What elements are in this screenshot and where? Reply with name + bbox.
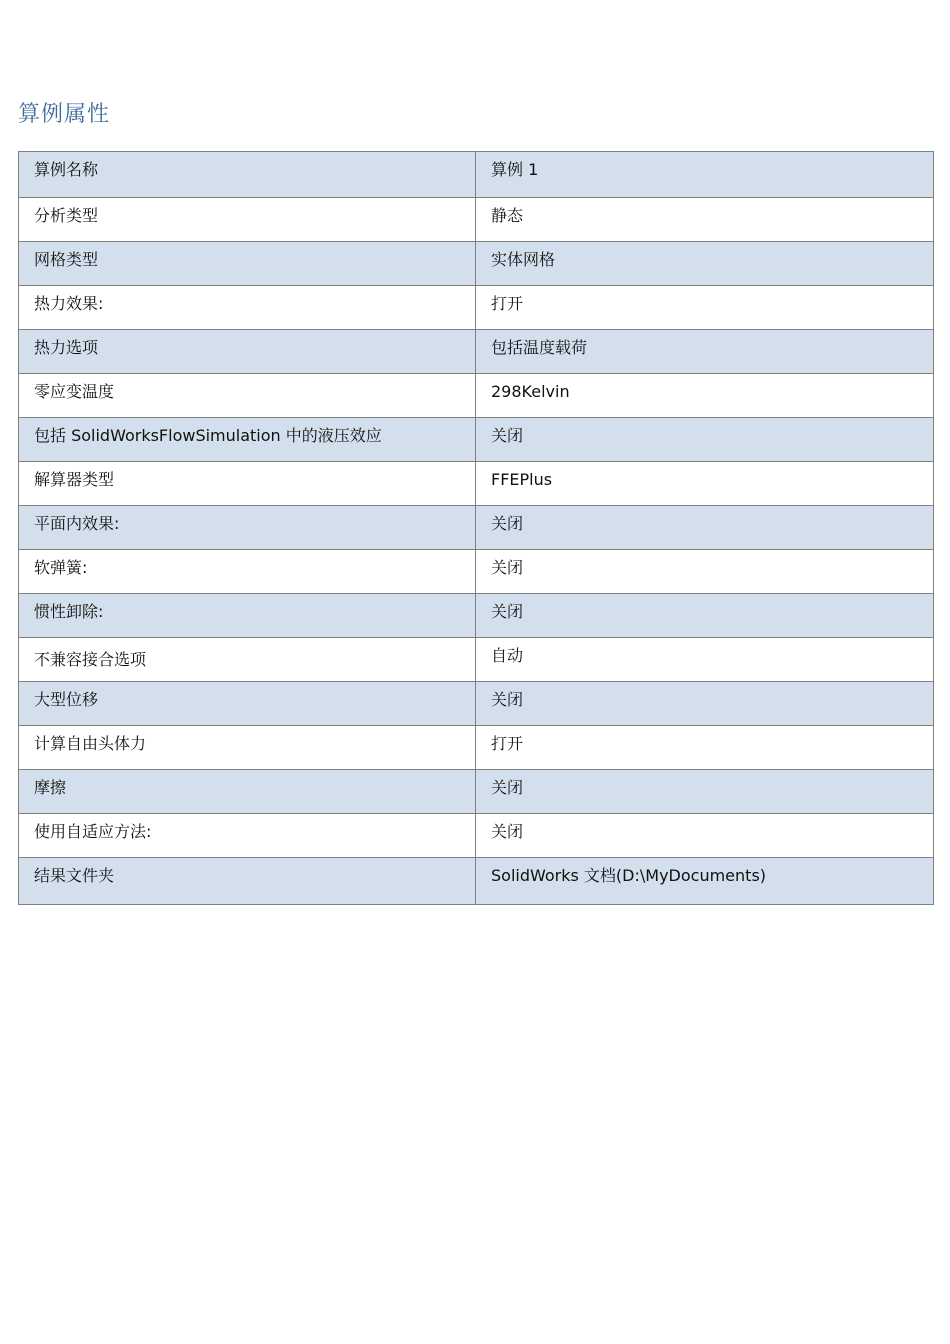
- property-value: 实体网格: [476, 242, 934, 286]
- property-label: 分析类型: [19, 198, 476, 242]
- property-value: 298Kelvin: [476, 374, 934, 418]
- property-value: SolidWorks 文档(D:\MyDocuments): [476, 858, 934, 905]
- property-value: 算例 1: [476, 152, 934, 198]
- table-row: [19, 682, 934, 726]
- property-label: 算例名称: [19, 152, 476, 198]
- property-label: 解算器类型: [19, 462, 476, 506]
- property-value: 打开: [476, 726, 934, 770]
- table-row: [19, 814, 934, 858]
- property-label: 计算自由头体力: [19, 726, 476, 770]
- property-label: 热力效果:: [19, 286, 476, 330]
- property-value: 打开: [476, 286, 934, 330]
- table-row: [19, 726, 934, 770]
- table-row: [19, 198, 934, 242]
- property-value: 关闭: [476, 770, 934, 814]
- study-properties-table: [18, 151, 934, 905]
- property-label: 零应变温度: [19, 374, 476, 418]
- property-value: 关闭: [476, 594, 934, 638]
- property-label: 使用自适应方法:: [19, 814, 476, 858]
- table-row: [19, 506, 934, 550]
- table-row: [19, 550, 934, 594]
- property-value: 包括温度载荷: [476, 330, 934, 374]
- property-value: 关闭: [476, 506, 934, 550]
- table-row: [19, 770, 934, 814]
- property-label: 大型位移: [19, 682, 476, 726]
- table-row: [19, 638, 934, 682]
- property-value: 关闭: [476, 418, 934, 462]
- property-label: 结果文件夹: [19, 858, 476, 905]
- table-row: [19, 418, 934, 462]
- table-row: [19, 858, 934, 905]
- property-label: 平面内效果:: [19, 506, 476, 550]
- property-label: 包括 SolidWorksFlowSimulation 中的液压效应: [19, 418, 476, 462]
- property-label: 软弹簧:: [19, 550, 476, 594]
- property-value: FFEPlus: [476, 462, 934, 506]
- table-row: [19, 286, 934, 330]
- section-heading: 算例属性: [18, 102, 111, 127]
- property-label: 网格类型: [19, 242, 476, 286]
- property-value: 自动: [476, 638, 934, 682]
- table-row: [19, 594, 934, 638]
- table-row: [19, 462, 934, 506]
- property-value: 静态: [476, 198, 934, 242]
- property-label: 惯性卸除:: [19, 594, 476, 638]
- table-row: [19, 374, 934, 418]
- table-row: [19, 330, 934, 374]
- table-row: [19, 152, 934, 198]
- property-value: 关闭: [476, 814, 934, 858]
- property-label: 摩擦: [19, 770, 476, 814]
- property-label: 热力选项: [19, 330, 476, 374]
- property-label: 不兼容接合选项: [19, 638, 476, 682]
- table-row: [19, 242, 934, 286]
- property-value: 关闭: [476, 682, 934, 726]
- property-value: 关闭: [476, 550, 934, 594]
